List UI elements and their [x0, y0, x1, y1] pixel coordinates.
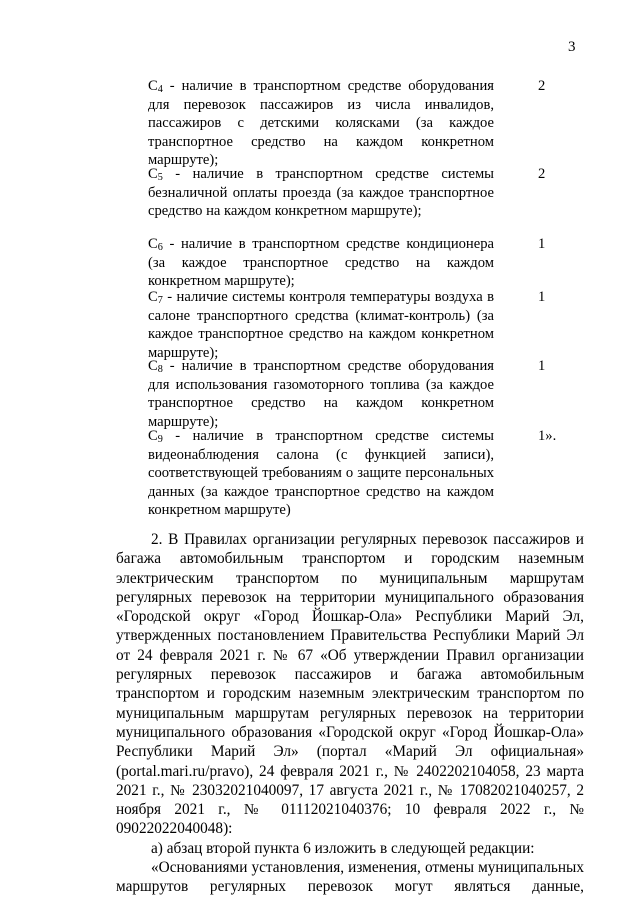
criterion-c4-text: $C_4$ - наличие в транспортном средстве оборудования для перевозок пассажиров из числа инвалидов, пассажиров с детскими колясками (за каждое транспортное средство на каждом конкретном маршруте);: [148, 78, 494, 169]
paragraph-quote: «Основаниями установления, изменения, отмены муниципальных маршрутов регулярных перевозок могут являться данные,: [116, 859, 584, 896]
criterion-c7-value: 1: [538, 289, 546, 305]
criterion-c9-value: 1».: [538, 428, 557, 444]
criterion-c5-value: 2: [538, 166, 546, 182]
criterion-c7-text: $C_7$ - наличие системы контроля температуры воздуха в салоне транспортного средства (климат-контроль) (за каждое транспортное средство на каждом конкретном маршруте);: [148, 289, 494, 361]
criterion-c8-value: 1: [538, 358, 546, 374]
criterion-c5-text: $C_5$ - наличие в транспортном средстве системы безналичной оплаты проезда (за каждое транспортное средство на каждом конкретном маршруте);: [148, 166, 494, 220]
criterion-c9-text: $C_9$ - наличие в транспортном средстве системы видеонаблюдения салона (с функцией записи), соответствующей требованиям о защите персональных данных (за каждое транспортное средство на каждом конкретном маршруте): [148, 428, 494, 519]
page-number: 3: [568, 39, 576, 55]
paragraph-a: а) абзац второй пункта 6 изложить в следующей редакции:: [151, 839, 535, 857]
amendment-text: [116, 530, 584, 897]
criterion-c4-value: 2: [538, 78, 546, 94]
paragraph-2: 2. В Правилах организации регулярных перевозок пассажиров и багажа автомобильным транспортом и городским наземным электрическим транспортом по муниципальным маршрутам регулярных перевозок на территории муниципального образования «Городской округ «Город Йошкар-Ола» Республики Марий Эл, утвержденных постановлением Правительства Республики Марий Эл от 24 февраля 2021 г. № 67 «Об утверждении Правил организации регулярных перевозок пассажиров и багажа автомобильным транспортом и городским наземным электрическим транспортом по муниципальным маршрутам регулярных перевозок на территории муниципального образования «Городской округ «Город Йошкар-Ола» Республики Марий Эл» (портал «Марий Эл официальная» (portal.mari.ru/pravo), 24 февраля 2021 г., № 2402202104058, 23 марта 2021 г., № 23032021040097, 17 августа 2021 г., № 17082021040257, 2 ноября 2021 г., № 01112021040376; 10 февраля 2022 г., № 09022022040048):: [116, 531, 584, 838]
criterion-c8-text: $C_8$ - наличие в транспортном средстве оборудования для использования газомоторного топлива (за каждое транспортное средство на каждом конкретном маршруте);: [148, 358, 494, 430]
criterion-c6-text: $C_6$ - наличие в транспортном средстве кондиционера (за каждое транспортное средство на каждом конкретном маршруте);: [148, 236, 494, 290]
criterion-c6-value: 1: [538, 236, 546, 252]
